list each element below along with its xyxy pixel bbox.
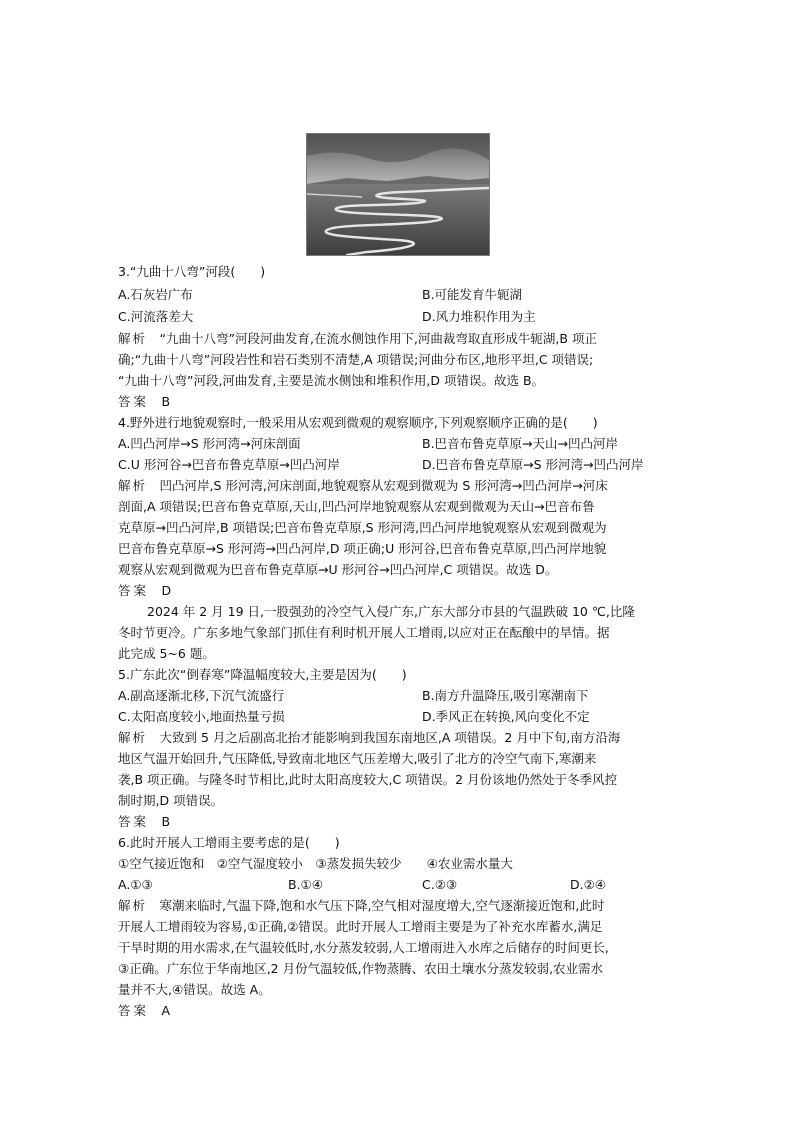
q6-explanation-line3: 干旱时期的用水需求,在气温较低时,水分蒸发较弱,人工增雨进入水库之后储存的时间更长, (118, 940, 609, 955)
q3-option-c: C.河流落差大 (118, 309, 194, 324)
q6-explanation-line5: 量并不大,④错误。故选 A。 (118, 982, 271, 997)
q3-explanation-line3: “九曲十八弯”河段,河曲发育,主要是流水侧蚀和堆积作用,D 项错误。故选 B。 (118, 373, 545, 388)
q6-answer (118, 1001, 170, 1021)
q5-answer-value: B (161, 814, 171, 829)
q4-exp-text-1: 凹凸河岸,S 形河湾,河床剖面,地貌观察从宏观到微观为 S 形河湾→凹凸河岸→河床 (159, 478, 608, 493)
q3-stem: 3.“九曲十八弯”河段( ) (118, 264, 266, 279)
q5-answer (118, 812, 170, 832)
q3-option-d: D.风力堆积作用为主 (422, 309, 536, 324)
q3-explanation-label: 解析 (118, 331, 148, 346)
q5-explanation-line2: 地区气温开始回升,气压降低,导致南北地区气压差增大,吸引了北方的冷空气南下,寒潮来 (118, 751, 597, 766)
q3-answer-value: B (161, 394, 171, 409)
q4-answer-value: D (161, 583, 172, 598)
q3-option-b: B.可能发育牛轭湖 (422, 287, 523, 302)
q6-explanation-line2: 开展人工增雨较为容易,①正确,②错误。此时开展人工增雨主要是为了补充水库蓄水,满足 (118, 919, 603, 934)
q3-explanation-line1 (118, 329, 597, 349)
q5-option-c: C.太阳高度较小,地面热量亏损 (118, 709, 285, 724)
q5-explanation-label: 解析 (118, 730, 148, 745)
q6-answer-value: A (161, 1003, 171, 1018)
q4-stem: 4.野外进行地貌观察时,一般采用从宏观到微观的观察顺序,下列观察顺序正确的是( ) (118, 415, 598, 430)
q4-explanation-line1 (118, 476, 608, 496)
q5-explanation-line4: 制时期,D 项错误。 (118, 793, 224, 808)
passage-line2: 冬时节更冷。广东多地气象部门抓住有利时机开展人工增雨,以应对正在酝酿中的旱情。据 (118, 625, 610, 640)
q4-explanation-line3: 克草原→凹凸河岸,B 项错误;巴音布鲁克草原,S 形河湾,凹凸河岸地貌观察从宏观到微观为 (118, 520, 607, 535)
q6-option-d: D.②④ (570, 877, 607, 892)
q5-option-a: A.副高逐渐北移,下沉气流盛行 (118, 688, 285, 703)
q4-option-b: B.巴音布鲁克草原→天山→凹凸河岸 (422, 436, 618, 451)
q3-answer (118, 392, 170, 412)
q4-explanation-line2: 剖面,A 项错误;巴音布鲁克草原,天山,凹凸河岸地貌观察从宏观到微观为天山→巴音布鲁 (118, 499, 595, 514)
q6-option-c: C.②③ (422, 877, 458, 892)
q4-option-a: A.凹凸河岸→S 形河湾→河床剖面 (118, 436, 301, 451)
q6-answer-label: 答案 (118, 1003, 150, 1018)
q5-stem: 5.广东此次“倒春寒”降温幅度较大,主要是因为( ) (118, 667, 407, 682)
q3-option-a: A.石灰岩广布 (118, 287, 193, 302)
q6-stem: 6.此时开展人工增雨主要考虑的是( ) (118, 835, 340, 850)
q3-answer-label: 答案 (118, 394, 150, 409)
passage-line1: 2024 年 2 月 19 日,一股强劲的冷空气入侵广东,广东大部分市县的气温跌破 10 ℃,比隆 (147, 604, 635, 619)
meandering-river-photo (306, 133, 490, 256)
q5-option-b: B.南方升温降压,吸引寒潮南下 (422, 688, 589, 703)
q3-explanation-line2: 确;“九曲十八弯”河段岩性和岩石类别不清楚,A 项错误;河曲分布区,地形平坦,C 项错误; (118, 352, 594, 367)
q4-answer (118, 581, 171, 601)
q5-exp-text-1: 大致到 5 月之后副高北抬才能影响到我国东南地区,A 项错误。2 月中下旬,南方沿海 (159, 730, 621, 745)
q6-explanation-line4: ③正确。广东位于华南地区,2 月份气温较低,作物蒸腾、农田土壤水分蒸发较弱,农业需水 (118, 961, 604, 976)
q5-explanation-line1 (118, 728, 620, 748)
q5-option-d: D.季风正在转换,风向变化不定 (422, 709, 590, 724)
q6-option-b: B.①④ (288, 877, 323, 892)
q6-items: ①空气接近饱和 ②空气湿度较小 ③蒸发损失较少 ④农业需水量大 (118, 856, 513, 871)
q4-answer-label: 答案 (118, 583, 150, 598)
q4-option-d: D.巴音布鲁克草原→S 形河湾→凹凸河岸 (422, 457, 644, 472)
q3-exp-text-1: “九曲十八弯”河段河曲发育,在流水侧蚀作用下,河曲裁弯取直形成牛轭湖,B 项正 (159, 331, 597, 346)
q4-explanation-line4: 巴音布鲁克草原→S 形河湾→凹凸河岸,D 项正确;U 形河谷,巴音布鲁克草原,凹凸河岸地貌 (118, 541, 607, 556)
q6-explanation-line1 (118, 896, 604, 916)
q4-option-c: C.U 形河谷→巴音布鲁克草原→凹凸河岸 (118, 457, 340, 472)
q6-exp-text-1: 寒潮来临时,气温下降,饱和水气压下降,空气相对湿度增大,空气逐渐接近饱和,此时 (159, 898, 605, 913)
q4-explanation-line5: 观察从宏观到微观为巴音布鲁克草原→U 形河谷→凹凸河岸,C 项错误。故选 D。 (118, 562, 558, 577)
q5-explanation-line3: 袭,B 项正确。与隆冬时节相比,此时太阳高度较大,C 项错误。2 月份该地仍然处于冬季风控 (118, 772, 618, 787)
q6-option-a: A.①③ (118, 877, 153, 892)
q4-explanation-label: 解析 (118, 478, 148, 493)
q6-explanation-label: 解析 (118, 898, 148, 913)
passage-line3: 此完成 5~6 题。 (118, 646, 215, 661)
q5-answer-label: 答案 (118, 814, 150, 829)
